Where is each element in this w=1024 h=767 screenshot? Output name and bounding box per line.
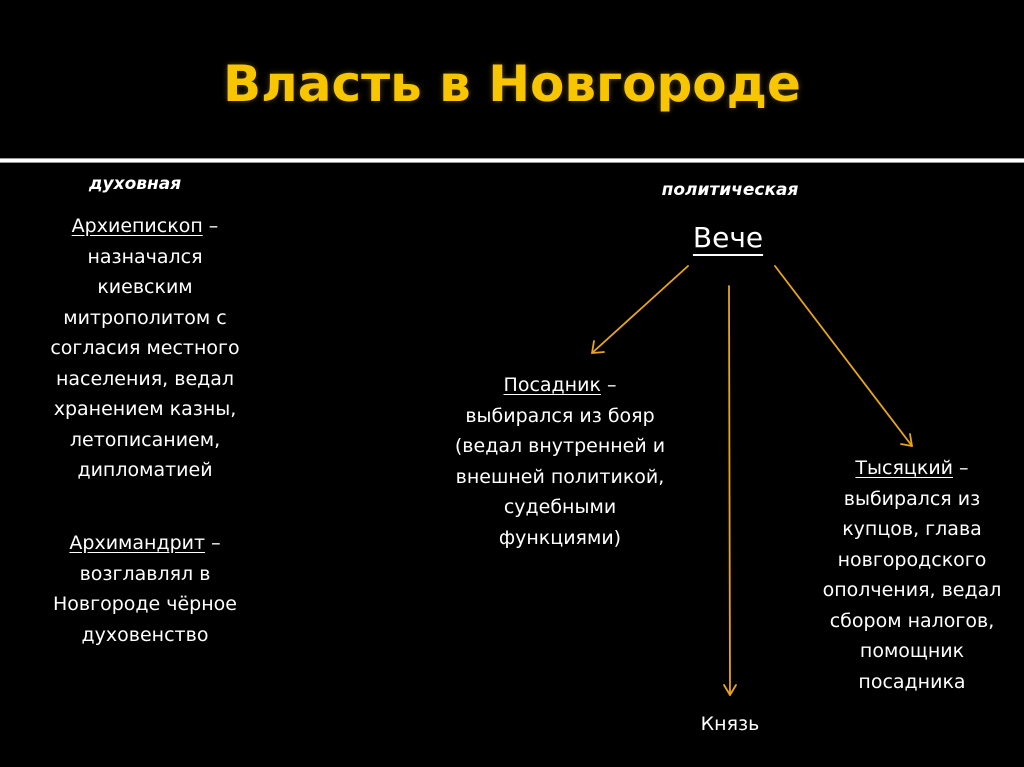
posadnik-block <box>430 370 690 553</box>
archbishop-term: Архиепископ <box>71 215 203 237</box>
archbishop-title-line <box>25 211 265 242</box>
posadnik-line: судебными <box>503 496 617 518</box>
archimandrite-line: Новгороде чёрное <box>53 593 237 615</box>
posadnik-term: Посадник <box>503 374 601 396</box>
veche-node: Вече <box>692 221 764 254</box>
archimandrite-line: возглавлял в <box>79 562 211 585</box>
political-heading: политическая <box>661 180 799 200</box>
tysyatsky-line: посадника <box>858 670 966 693</box>
posadnik-line: (ведал внутренней и <box>454 435 666 457</box>
archbishop-line: летописанием, <box>69 428 221 451</box>
archbishop-line: дипломатией <box>77 459 213 481</box>
archbishop-dash: – <box>202 215 219 237</box>
archbishop-line: назначался <box>87 245 203 268</box>
archbishop-block <box>25 211 265 486</box>
tysyatsky-dash: – <box>953 457 969 479</box>
tysyatsky-title-line <box>800 453 1024 484</box>
posadnik-line: выбирался из бояр <box>465 404 655 427</box>
archimandrite-term: Архимандрит <box>69 532 206 554</box>
archbishop-line: согласия местного <box>50 337 240 359</box>
tysyatsky-line: новгородского <box>837 548 987 571</box>
posadnik-title-line <box>430 370 690 401</box>
archbishop-line: митрополитом с <box>63 306 227 329</box>
arrow-to-knyaz-icon <box>724 286 736 695</box>
tysyatsky-line: ополчения, ведал <box>822 579 1002 601</box>
title-divider <box>0 158 1024 163</box>
posadnik-dash: – <box>600 374 617 396</box>
archimandrite-block <box>25 528 265 650</box>
tysyatsky-term: Тысяцкий <box>855 457 954 479</box>
knyaz-node: Князь <box>700 713 760 735</box>
archimandrite-dash: – <box>205 532 221 554</box>
arrow-to-posadnik-icon <box>592 266 688 353</box>
tysyatsky-line: помощник <box>859 640 965 662</box>
archimandrite-line: духовенство <box>81 623 209 646</box>
posadnik-line: функциями) <box>498 526 622 549</box>
tysyatsky-line: сбором налогов, <box>829 609 995 632</box>
tysyatsky-line: купцов, глава <box>842 518 982 540</box>
arrow-to-tysyatsky-icon <box>775 266 912 446</box>
slide-title: Власть в Новгороде <box>223 55 801 113</box>
spiritual-heading: духовная <box>88 174 182 194</box>
archbishop-line: киевским <box>97 276 193 298</box>
archbishop-line: населения, ведал <box>55 367 235 390</box>
tysyatsky-block <box>800 453 1024 697</box>
archbishop-line: хранением казны, <box>53 398 237 420</box>
tysyatsky-line: выбирался из <box>843 487 981 510</box>
archimandrite-title-line <box>25 528 265 559</box>
posadnik-line: внешней политикой, <box>455 465 665 488</box>
